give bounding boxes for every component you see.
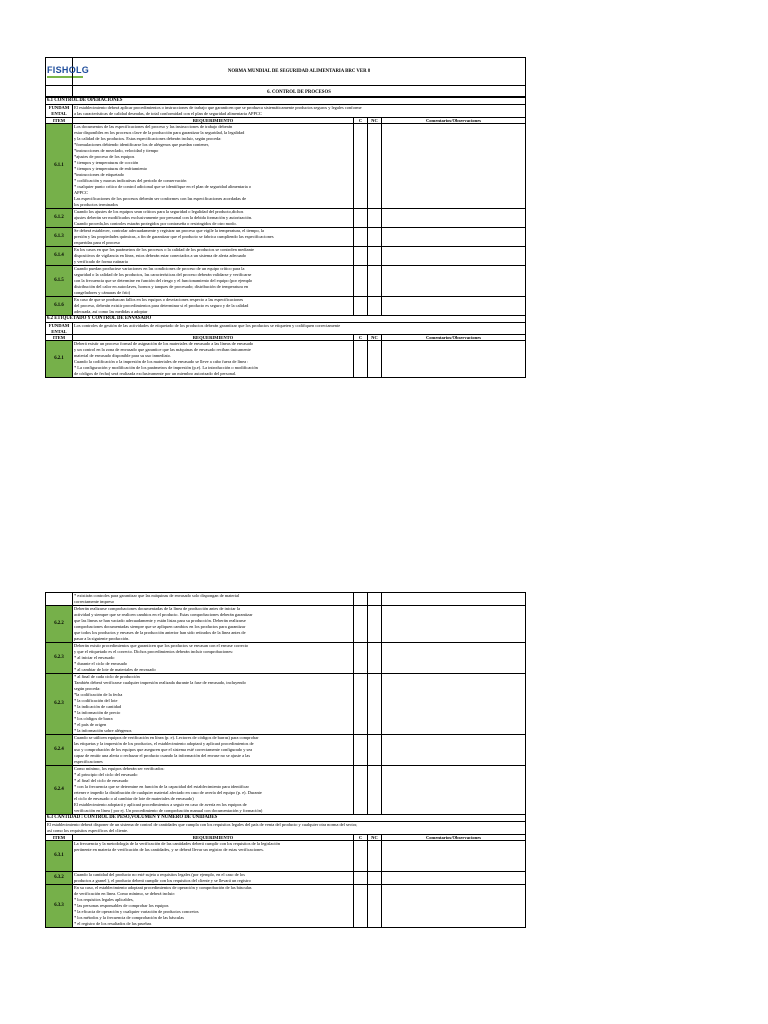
- requirement-line: * al final del ciclo de envasado: [74, 778, 129, 783]
- requirement-text: [73, 643, 354, 674]
- requirement-text: [73, 341, 354, 378]
- intro-text: [46, 822, 526, 835]
- requirement-line: adecuada, así como las medidas a adoptar: [74, 309, 148, 314]
- requirement-line: * codificación y marcas indicativas del periodo de conservación: [74, 178, 187, 183]
- requirement-line: correctamente impreso: [74, 599, 115, 604]
- c-checkbox-cell[interactable]: [354, 674, 368, 735]
- requirement-line: Las especificaciones de los procesos deberán ser conformes con las especificaciones acordadas de: [74, 196, 247, 201]
- requirement-line: dispositivos de vigilancia en línea, estos deberán estar conectados a un sistema de alerta adecuado: [74, 253, 247, 258]
- c-checkbox-cell[interactable]: [354, 643, 368, 674]
- table-row: [46, 341, 526, 378]
- requirement-line: *instrucciones de mezclado, velocidad y tiempo: [74, 148, 159, 153]
- requirement-line: y que el etiquetado es el correcto. Dichos procedimientos deberán incluir comprobaciones:: [74, 649, 234, 654]
- requirement-line: seguridad o la calidad de los productos, las características del proceso deberán validarse y verificarse: [74, 272, 252, 277]
- requirement-line: Cuando puedan producirse variaciones en las condiciones de proceso de un equipo crítico para la: [74, 266, 245, 271]
- requirement-text: [73, 124, 354, 209]
- comments-cell[interactable]: [382, 297, 526, 316]
- item-number: 6.2.3: [46, 674, 73, 735]
- requirement-line: del proceso, deberán existir procedimientos para determinar si el producto es seguro y de la calidad: [74, 303, 249, 308]
- requirement-line: retener e impedir la distribución de cualquier material afectado en caso de avería del equipo (p. e). Durante: [74, 790, 262, 795]
- item-number: 6.1.5: [46, 266, 73, 297]
- requirement-line: con la frecuencia que se determine en función del riesgo y el funcionamiento del equipo (por ejemplo: [74, 278, 253, 283]
- table-row: [46, 297, 526, 316]
- requirement-text: [73, 266, 354, 297]
- item-number: 6.1.4: [46, 247, 73, 266]
- item-number: 6.3.1: [46, 841, 73, 872]
- requirement-line: ajustes deberán ser modificados exclusivamente por personal con la debida formación y autorización.: [74, 215, 253, 220]
- c-checkbox-cell[interactable]: [354, 209, 368, 228]
- requirement-line: que todos los productos y envases de la producción anterior han sido retirados de la línea antes de: [74, 630, 246, 635]
- requirement-line: y verificado de forma rutinaria: [74, 259, 128, 264]
- item-number: 6.2.2: [46, 606, 73, 643]
- table-row: [46, 674, 526, 735]
- requirement-line: los productos terminados: [74, 202, 119, 207]
- requirement-line: * con la frecuencia que se determine en función de la capacidad del establecimiento para identificar: [74, 784, 249, 789]
- requirements-table-2: [45, 592, 526, 928]
- requirement-line: *instrucciones de etiquetado: [74, 172, 124, 177]
- requirement-text: [73, 297, 354, 316]
- intro-line: así como los requisitos específicos del cliente.: [47, 828, 129, 833]
- requirement-line: * la información sobre alérgenos: [74, 728, 132, 733]
- header-table: [45, 57, 526, 97]
- requirement-line: de verificación en línea. Como mínimo, se deberá incluir:: [74, 891, 176, 896]
- table-row: [46, 885, 526, 928]
- requirement-line: * al principio del ciclo del envasado: [74, 772, 138, 777]
- nc-checkbox-cell[interactable]: [368, 247, 382, 266]
- c-checkbox-cell[interactable]: [354, 124, 368, 209]
- requirement-text: [73, 209, 354, 228]
- requirement-line: y la calidad de los productos. Estas especificaciones deberán incluir, según proceda:: [74, 136, 222, 141]
- comments-cell[interactable]: [382, 124, 526, 209]
- requirement-line: * la codificación del lote: [74, 698, 118, 703]
- section-title: 6.1 CONTROL DE OPERACIONES: [46, 98, 526, 105]
- requirement-line: * la información de precio: [74, 710, 121, 715]
- column-header-comments: Comentarios/Observaciones: [382, 335, 526, 341]
- requirement-line: requeridas para el proceso: [74, 240, 120, 245]
- item-number: 6.3.2: [46, 872, 73, 885]
- requirement-line: de códigos de fecha) será realizada exclusivamente por un miembro autorizado del personal.: [74, 371, 237, 376]
- column-header-requirement: REQUERIMIENTO: [73, 335, 354, 341]
- item-number: 6.1.1: [46, 124, 73, 209]
- column-header-item: ITEM: [46, 118, 73, 124]
- nc-checkbox-cell[interactable]: [368, 735, 382, 766]
- requirement-text: [73, 606, 354, 643]
- requirement-line: comprobaciones documentadas siempre que se apliquen cambios en los productos para garantizar: [74, 624, 246, 629]
- requirement-line: Deberá existir un proceso formal de asignación de los materiales de envasado a las líneas de envasado: [74, 341, 254, 346]
- requirement-line: El establecimiento adoptará y aplicará procedimientos a seguir en caso de avería en los equipos de: [74, 802, 247, 807]
- comments-cell[interactable]: [382, 643, 526, 674]
- requirements-table-1: [45, 97, 526, 378]
- nc-checkbox-cell[interactable]: [368, 766, 382, 815]
- requirement-line: * La configuración y modificación de los parámetros de impresión (p.e). La introducción o modificación: [74, 365, 258, 370]
- table-row: [46, 124, 526, 209]
- intro-row: [46, 822, 526, 835]
- requirement-line: Como mínimo, los equipos deberán ser verificados:: [74, 766, 165, 771]
- requirement-line: [74, 865, 352, 871]
- table-row: [46, 872, 526, 885]
- column-header-requirement: REQUERIMIENTO: [73, 118, 354, 124]
- requirement-text: [73, 872, 354, 885]
- fundamental-row: [46, 323, 526, 335]
- nc-checkbox-cell[interactable]: [368, 124, 382, 209]
- requirement-line: Cuando proceda,los controles estarán protegidos por contraseña o restringidos de otro modo.: [74, 221, 237, 226]
- requirement-line: Se deberá establecer, controlar adecuadamente y registrar un proceso que vigile la temperatura, el tiempo, la: [74, 228, 264, 233]
- requirement-line: En caso de que se produzcan fallos en los equipos o desviaciones respecto a las especificaciones: [74, 297, 244, 302]
- requirement-line: especificaciones: [74, 759, 103, 764]
- sheet-page-1: [45, 57, 525, 378]
- requirement-line: * la indicación de cantidad: [74, 704, 122, 709]
- comments-cell[interactable]: [382, 209, 526, 228]
- requirement-line: estar disponibles en los procesos clave de la producción para garantizar la seguridad, la legalidad: [74, 130, 245, 135]
- nc-checkbox-cell[interactable]: [368, 228, 382, 247]
- fundamental-line: El establecimiento deberá aplicar procedimientos o instrucciones de trabajo que garanticen que se produzca sistemáticamente productos seguros y legales conforme: [74, 105, 362, 110]
- c-checkbox-cell[interactable]: [354, 297, 368, 316]
- requirement-line: En su caso, el establecimiento adoptará procedimientos de operación y comprobación de las básculas: [74, 885, 252, 890]
- requirement-line: * existirán controles para garantizar que las máquinas de envasado solo dispongan de material: [74, 593, 240, 598]
- item-number: 6.2.1: [46, 341, 73, 378]
- column-header-c: C: [354, 118, 368, 124]
- requirement-line: Los documentos de las especificaciones del proceso y las instrucciones de trabajo deberán: [74, 124, 233, 129]
- requirement-line: * el registro de los resultados de las pruebas: [74, 921, 152, 926]
- requirement-line: productos a granel ), el producto deberá cumplir con los requisitos del cliente y se llevará un registro: [74, 878, 251, 883]
- requirement-line: según proceda:: [74, 686, 101, 691]
- requirement-text: [73, 247, 354, 266]
- item-number: 6.1.3: [46, 228, 73, 247]
- requirement-line: que las líneas se han vaciado adecuadamente y están listas para su producción. Deberán realizarse: [74, 618, 246, 623]
- requirement-line: presión y las propiedades químicas, a fin de garantizar que el producto se fabrica cumpliendo las especificaciones: [74, 234, 274, 239]
- comments-cell[interactable]: [382, 841, 526, 872]
- requirement-line: y un control en la zona de envasado que garantice que las máquinas de envasado reciban únicamente: [74, 347, 251, 352]
- nc-checkbox-cell[interactable]: [368, 209, 382, 228]
- requirement-line: verificación en línea ( por ej. Un procedimiento de comprobación manual con documentación y formación): [74, 808, 263, 813]
- requirement-line: congeladores y cámaras de frío): [74, 290, 131, 295]
- company-logo: FISHOLG: [47, 64, 90, 75]
- requirement-line: * tiempos y temperaturas de enfriamiento: [74, 166, 148, 171]
- nc-checkbox-cell[interactable]: [368, 885, 382, 928]
- nc-checkbox-cell[interactable]: [368, 266, 382, 297]
- requirement-line: APPCC: [74, 190, 88, 195]
- column-header-comments: Comentarios/Observaciones: [382, 835, 526, 841]
- comments-cell[interactable]: [382, 228, 526, 247]
- requirement-line: * los métodos y la frecuencia de comprobación de las básculas: [74, 915, 184, 920]
- fundamental-label: FUNDAM ENTAL: [46, 105, 73, 118]
- requirement-line: En los casos en que los parámetros de los procesos o la calidad de los productos se controlen mediante: [74, 247, 254, 252]
- c-checkbox-cell[interactable]: [354, 885, 368, 928]
- nc-checkbox-cell[interactable]: [368, 297, 382, 316]
- requirement-line: Cuando la codificación o la impresión de los materiales de envasado se lleve a cabo fuera de línea :: [74, 359, 249, 364]
- c-checkbox-cell[interactable]: [354, 872, 368, 885]
- requirement-line: las etiquetas y la impresión de los productos, el establecimiento adoptará y aplicará procedimientos de: [74, 741, 254, 746]
- sheet-page-2: [45, 592, 525, 928]
- column-header-nc: NC: [368, 118, 382, 124]
- requirement-line: actividad y siempre que se realicen cambios en el producto. Estas comprobaciones deberán garantizar: [74, 612, 253, 617]
- column-header-item: ITEM: [46, 835, 73, 841]
- section-row: [46, 98, 526, 105]
- table-row: [46, 266, 526, 297]
- logo-cell: [46, 58, 90, 86]
- table-row: [46, 735, 526, 766]
- nc-checkbox-cell[interactable]: [368, 643, 382, 674]
- table-row: [46, 228, 526, 247]
- comments-cell[interactable]: [382, 606, 526, 643]
- table-row: [46, 593, 526, 606]
- header-row: [46, 58, 526, 86]
- c-checkbox-cell[interactable]: [354, 228, 368, 247]
- comments-cell[interactable]: [382, 872, 526, 885]
- comments-cell[interactable]: [382, 341, 526, 378]
- table-row: [46, 247, 526, 266]
- column-header-nc: NC: [368, 835, 382, 841]
- requirement-line: Deberán realizarse comprobaciones documentadas de la línea de producción antes de iniciar la: [74, 606, 241, 611]
- table-row: [46, 766, 526, 815]
- requirement-text: [73, 841, 354, 872]
- nc-checkbox-cell[interactable]: [368, 341, 382, 378]
- nc-checkbox-cell[interactable]: [368, 841, 382, 872]
- requirement-text: [73, 593, 354, 606]
- requirement-line: * los requisitos legales aplicables,: [74, 897, 134, 902]
- fundamental-text: [73, 323, 526, 335]
- fundamental-row: [46, 105, 526, 118]
- table-row: [46, 643, 526, 674]
- requirement-line: *la codificación de la fecha: [74, 692, 123, 697]
- column-header-comments: Comentarios/Observaciones: [382, 118, 526, 124]
- c-checkbox-cell[interactable]: [354, 766, 368, 815]
- requirement-line: * los códigos de barra: [74, 716, 113, 721]
- requirement-line: * el país de origen: [74, 722, 107, 727]
- column-header-requirement: REQUERIMIENTO: [73, 835, 354, 841]
- c-checkbox-cell[interactable]: [354, 266, 368, 297]
- requirement-text: [73, 735, 354, 766]
- nc-checkbox-cell[interactable]: [368, 872, 382, 885]
- requirement-line: Deberán existir procedimientos que garanticen que los productos se envasan con el envase correcto: [74, 643, 249, 648]
- requirement-line: * al cambiar de lote de materiales de envasado: [74, 667, 156, 672]
- requirement-text: [73, 885, 354, 928]
- requirement-text: [73, 766, 354, 815]
- requirement-line: *formulaciones debiendo identificarse los de alérgenos que puedan contener,: [74, 142, 209, 147]
- table-row: [46, 209, 526, 228]
- requirement-line: La frecuencia y la metodología de la verificación de las cantidades deberá cumplir con los requisitos de la legislación: [74, 841, 281, 846]
- document-subtitle: 6. CONTROL DE PROCESOS: [73, 86, 526, 97]
- fundamental-text: [73, 105, 526, 118]
- comments-cell[interactable]: [382, 885, 526, 928]
- item-number: 6.2.4: [46, 735, 73, 766]
- item-number: 6.2.3: [46, 643, 73, 674]
- requirement-line: * durante el ciclo de envasado: [74, 661, 128, 666]
- comments-cell[interactable]: [382, 593, 526, 606]
- requirement-line: uso y comprobación de los equipos que aseguren que el sistema esté correctamente configurado y sea: [74, 747, 253, 752]
- requirement-line: Cuando se utilicen equipos de verificación en línea (p. e). Lectores de códigos de barras) para comprobar: [74, 735, 259, 740]
- column-header-c: C: [354, 835, 368, 841]
- requirement-line: pertinente en materia de verificación de las cantidades, y se deberá llevar un registro de estas verificaciones.: [74, 847, 264, 852]
- comments-cell[interactable]: [382, 674, 526, 735]
- requirement-line: *ajustes de proceso de los equipos: [74, 154, 135, 159]
- c-checkbox-cell[interactable]: [354, 593, 368, 606]
- table-row: [46, 606, 526, 643]
- requirement-text: [73, 228, 354, 247]
- item-number: 6.3.3: [46, 885, 73, 928]
- subtitle-row: [46, 86, 526, 97]
- requirement-line: material de envasado disponible para su uso inmediato.: [74, 353, 172, 358]
- requirement-text: [73, 674, 354, 735]
- section-title: 6.2 ETIQUETADO Y CONTROL DE ENVASADO: [46, 316, 526, 323]
- c-checkbox-cell[interactable]: [354, 841, 368, 872]
- section-title: 6.3 CANTIDAD : CONTROL DE PESO,VOLUMEN Y NUMERO DE UNIDADES: [46, 815, 526, 822]
- requirement-line: distribución del calor en autoclaves, hornos y tanques de procesado; distribución de temperatura en: [74, 284, 249, 289]
- requirement-line: * al final de cada ciclo de producción: [74, 674, 140, 679]
- requirement-line: * tiempos y temperaturas de cocción: [74, 160, 139, 165]
- requirement-line: * la eficacia de operación y cualquier variación de productos concretos: [74, 909, 199, 914]
- comments-cell[interactable]: [382, 735, 526, 766]
- fundamental-line: a las características de calidad deseadas, de total conformidad con el plan de seguridad alimentaria APPCC: [74, 111, 262, 116]
- c-checkbox-cell[interactable]: [354, 735, 368, 766]
- section-row: [46, 815, 526, 822]
- nc-checkbox-cell[interactable]: [368, 606, 382, 643]
- column-header-c: C: [354, 335, 368, 341]
- requirement-line: Cuando los ajustes de los equipos sean críticos para la seguridad o legalidad del producto,dichos: [74, 209, 244, 214]
- c-checkbox-cell[interactable]: [354, 341, 368, 378]
- requirement-line: Cuando la cantidad del producto no esté sujeta a requisitos legales (por ejemplo, en el caso de los: [74, 872, 245, 877]
- nc-checkbox-cell[interactable]: [368, 593, 382, 606]
- section-row: [46, 316, 526, 323]
- c-checkbox-cell[interactable]: [354, 606, 368, 643]
- item-number: 6.2.4: [46, 766, 73, 815]
- document-title: NORMA MUNDIAL DE SEGURIDAD ALIMENTARIA BRC VER 8: [73, 58, 526, 86]
- comments-cell[interactable]: [382, 266, 526, 297]
- comments-cell[interactable]: [382, 766, 526, 815]
- requirement-line: el ciclo de envasado o al cambiar de lote de materiales de envasado): [74, 796, 194, 801]
- requirement-line: capaz de emitir una alerta o rechazar el producto cuando la información del envase no se ajuste a las: [74, 753, 251, 758]
- table-row: [46, 841, 526, 872]
- nc-checkbox-cell[interactable]: [368, 674, 382, 735]
- requirement-line: * cualquier punto crítico de control adicional que se identifique en el plan de seguridad alimentaria o: [74, 184, 252, 189]
- column-header-nc: NC: [368, 335, 382, 341]
- requirement-line: pasar a la siguiente producción.: [74, 636, 130, 641]
- comments-cell[interactable]: [382, 247, 526, 266]
- intro-line: El establecimiento deberá disponer de un sistema de control de cantidades que cumpla con los requisitos legales del país de venta del producto y cualquier otra norma del sector,: [47, 822, 358, 827]
- item-number: [46, 593, 73, 606]
- item-number: 6.1.6: [46, 297, 73, 316]
- requirement-line: También deberá verificarse cualquier impresión realizada durante la fase de envasado, incluyendo: [74, 680, 246, 685]
- column-header-item: ITEM: [46, 335, 73, 341]
- fundamental-line: Los controles de gestión de las actividades de etiquetado de los productos deberán garantizar que los productos se etiqueten y codifiquen correctamente: [74, 323, 341, 328]
- fundamental-label: FUNDAM ENTAL: [46, 323, 73, 335]
- requirement-line: * al iniciar el envasado: [74, 655, 115, 660]
- c-checkbox-cell[interactable]: [354, 247, 368, 266]
- item-number: 6.1.2: [46, 209, 73, 228]
- requirement-line: * las personas responsables de comprobar los equipos: [74, 903, 169, 908]
